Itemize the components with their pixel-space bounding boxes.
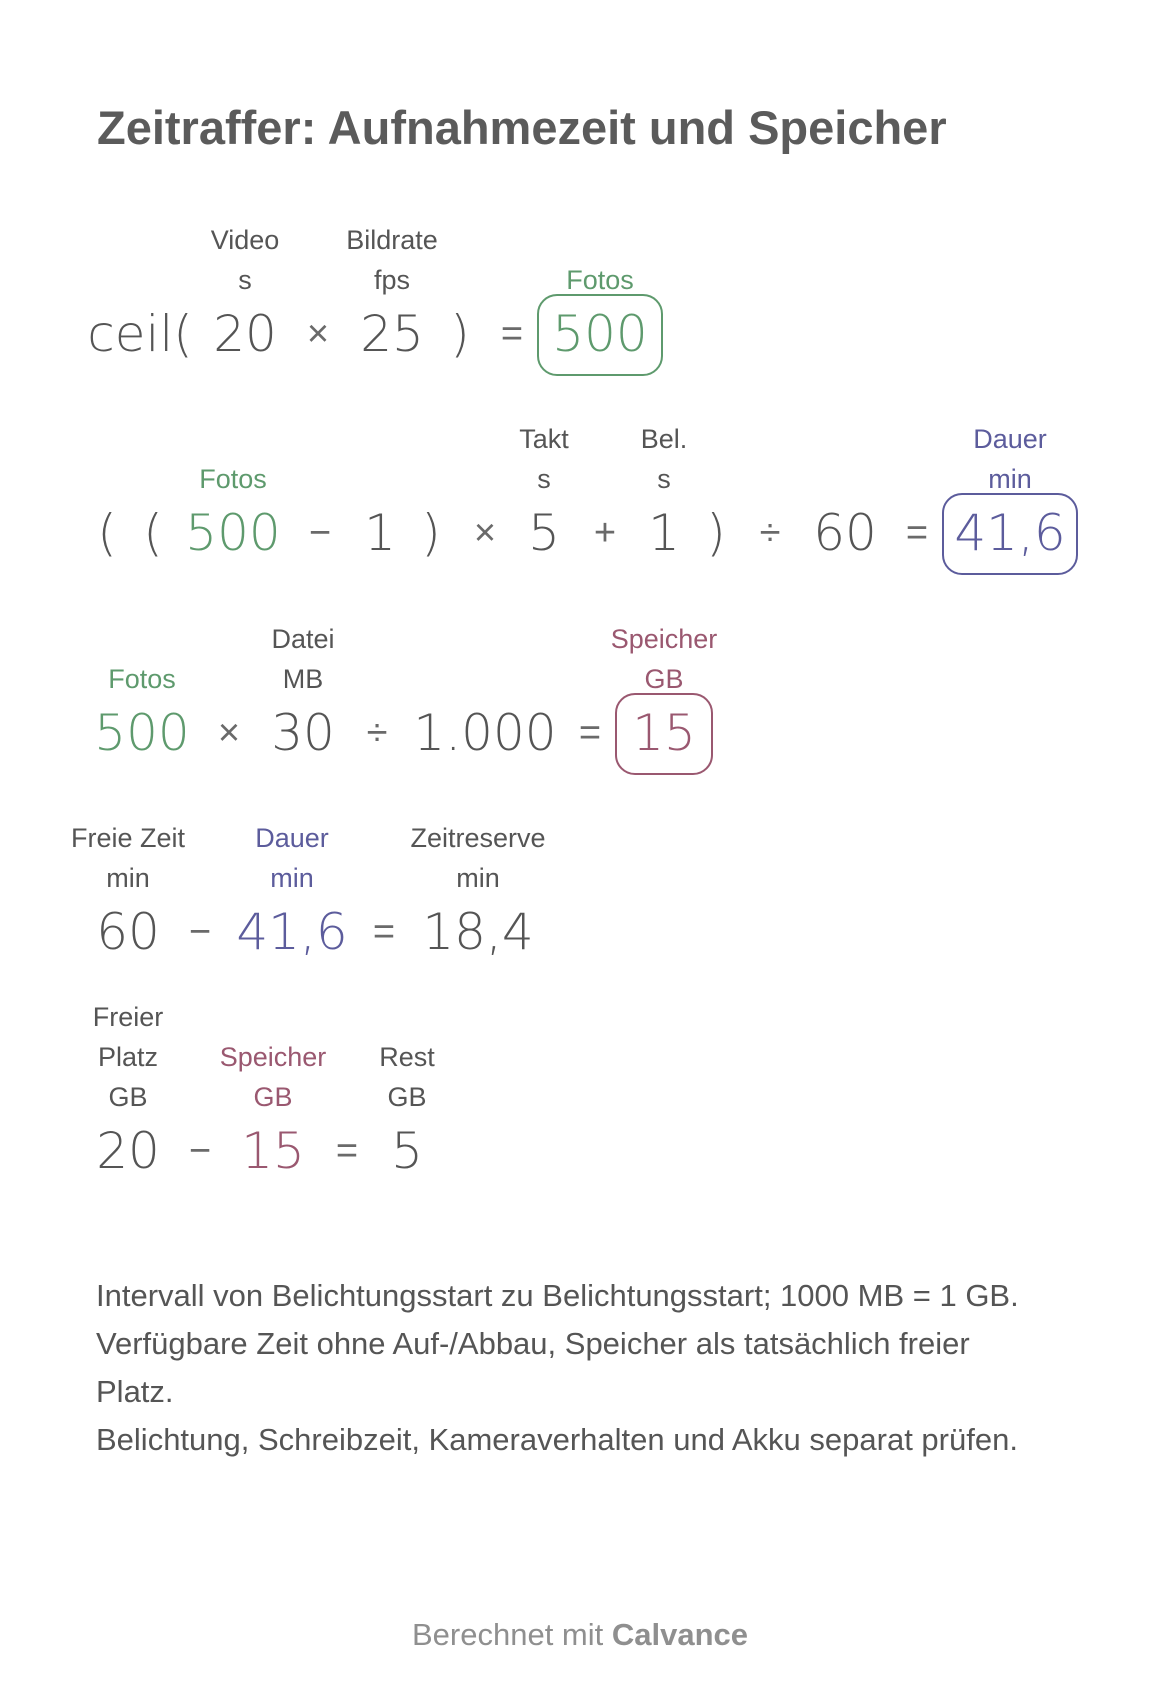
operator-multiply: × — [217, 712, 241, 754]
operator-equals: = — [372, 911, 396, 953]
value-belichtung: 1 — [648, 504, 680, 562]
formula-row-dauer — [0, 401, 1160, 562]
operator-minus: − — [308, 512, 332, 554]
label-datei: Datei MB — [271, 624, 335, 694]
value-freier-platz: 20 — [96, 1122, 160, 1180]
label-speicher: Speicher GB — [610, 624, 718, 694]
label-zeitreserve: Zeitreserve min — [410, 823, 546, 893]
value-bildrate: 25 — [360, 305, 424, 363]
label-speicher: Speicher GB — [219, 1042, 327, 1112]
paren-close: ) — [421, 504, 441, 562]
operator-plus: + — [593, 512, 617, 554]
operator-minus: − — [188, 911, 212, 953]
note-line: Belichtung, Schreibzeit, Kameraverhalten und Akku separat prüfen. — [96, 1422, 1018, 1457]
token-ceil: ceil( — [87, 305, 193, 363]
formula-row-rest — [0, 1002, 1160, 1180]
paren-close: ) — [706, 504, 726, 562]
value-datei: 30 — [271, 704, 335, 762]
operator-equals: = — [500, 313, 524, 355]
label-fotos: Fotos — [566, 265, 634, 295]
result-rest: 5 — [391, 1122, 423, 1180]
result-zeitreserve: 18,4 — [422, 903, 534, 961]
result-speicher: 15 — [632, 704, 696, 762]
result-dauer: 41,6 — [954, 504, 1066, 562]
footer-brand: Calvance — [611, 1617, 749, 1652]
formula-row-zeitreserve — [0, 800, 1160, 961]
label-takt: Takt s — [519, 424, 569, 494]
label-bildrate: Bildrate fps — [346, 225, 438, 295]
operator-multiply: × — [306, 313, 330, 355]
label-freier-platz: Freier Platz GB — [92, 1002, 164, 1112]
operator-multiply: × — [473, 512, 497, 554]
footer-prefix: Berechnet mit — [411, 1617, 604, 1652]
paren-close: ) — [450, 305, 470, 363]
label-belichtung: Bel. s — [640, 424, 688, 494]
notes — [96, 1272, 1026, 1464]
operator-equals: = — [578, 712, 602, 754]
label-video: Video s — [210, 225, 280, 295]
value-sixty: 60 — [813, 504, 877, 562]
operator-divide: ÷ — [759, 512, 781, 554]
value-one: 1 — [364, 504, 396, 562]
value-dauer: 41,6 — [236, 903, 348, 961]
operator-divide: ÷ — [366, 712, 388, 754]
label-dauer: Dauer min — [255, 823, 329, 893]
paren-open: ( — [97, 504, 117, 562]
label-fotos: Fotos — [108, 664, 176, 694]
value-fotos: 500 — [94, 704, 190, 762]
value-takt: 5 — [528, 504, 560, 562]
formula-row-fotos — [0, 202, 1160, 363]
label-dauer: Dauer min — [973, 424, 1047, 494]
label-freie-zeit: Freie Zeit min — [70, 823, 186, 893]
note-line: Intervall von Belichtungsstart zu Belichtungsstart; 1000 MB = 1 GB. — [96, 1278, 1019, 1313]
value-divisor: 1.000 — [413, 704, 557, 762]
page-title: Zeitraffer: Aufnahmezeit und Speicher — [97, 101, 947, 154]
value-video: 20 — [213, 305, 277, 363]
label-rest: Rest GB — [379, 1042, 435, 1112]
note-line: Verfügbare Zeit ohne Auf-/Abbau, Speicher als tatsächlich freier Platz. — [96, 1326, 970, 1409]
value-freie-zeit: 60 — [96, 903, 160, 961]
value-fotos: 500 — [185, 504, 281, 562]
formula-row-speicher — [0, 601, 1160, 762]
operator-equals: = — [335, 1130, 359, 1172]
result-fotos: 500 — [552, 305, 648, 363]
operator-minus: − — [188, 1130, 212, 1172]
operator-equals: = — [905, 512, 929, 554]
paren-open: ( — [143, 504, 163, 562]
footer — [0, 1617, 1160, 1653]
label-fotos: Fotos — [199, 464, 267, 494]
value-speicher: 15 — [241, 1122, 305, 1180]
